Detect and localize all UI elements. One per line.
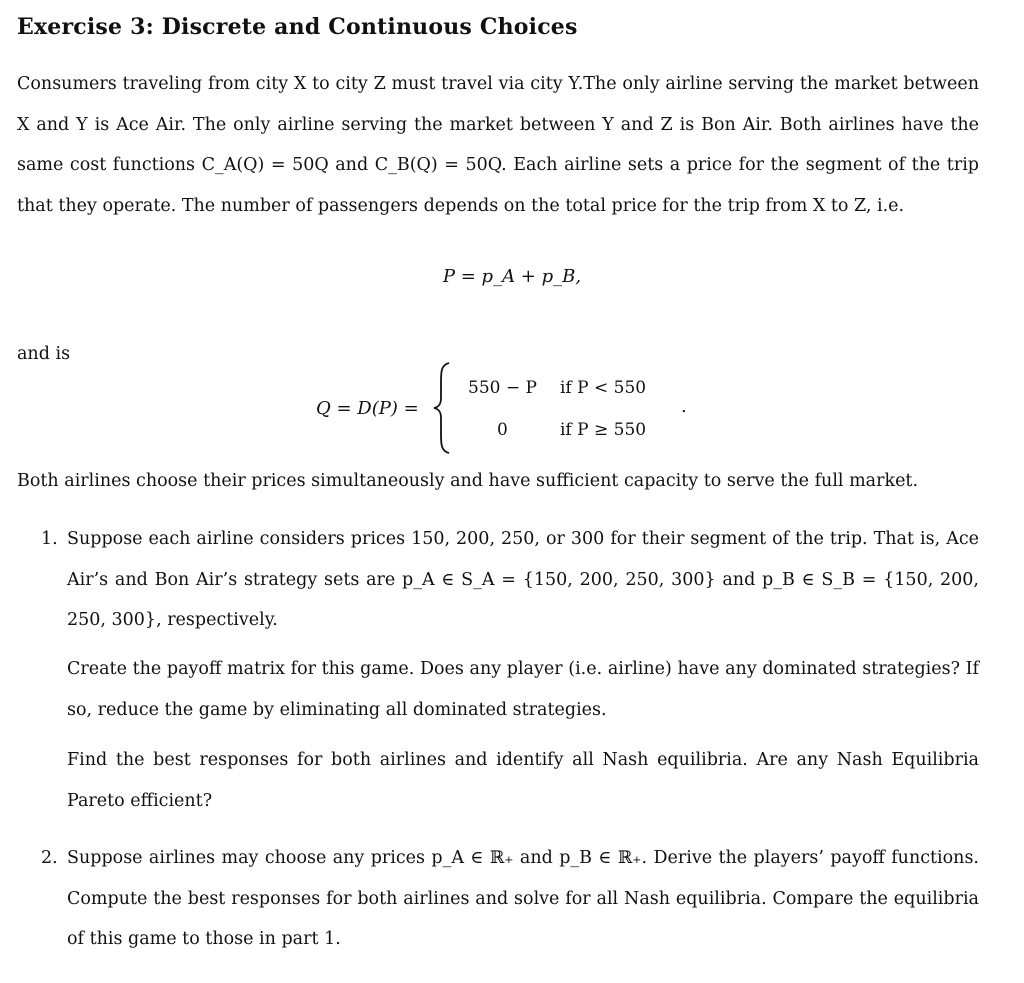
question-1-text: Suppose each airline considers prices 150, 200, 250, or 300 for their segment of the trip. That is, Ace Air’s and Bon Air’s strategy sets are p_A ∈ S_A = {150, 200, 250, 300} and p_B ∈ S_B = {150, 200, 250, 300}, respectively. [67,529,979,630]
and-is-text: and is [17,344,71,364]
demand-case1-value: 550 − P [468,378,537,398]
simultaneous-choice-text: Both airlines choose their prices simultaneously and have sufficient capacity to serve the full market. [17,471,919,491]
question-2-number: 2. [41,848,58,868]
question-1-part-b: Find the best responses for both airlines and identify all Nash equilibria. Are any Nash Equilibria Pareto efficient? [67,750,979,811]
demand-case2-value: 0 [497,420,508,440]
question-1-number: 1. [41,529,58,549]
question-1-part-a: Create the payoff matrix for this game. Does any player (i.e. airline) have any dominated strategies? If so, reduce the game by eliminating all dominated strategies. [67,659,979,720]
demand-end-mark: . [681,396,687,417]
price-equation: P = p_A + p_B, [442,266,582,287]
exercise-title: Exercise 3: Discrete and Continuous Choices [17,14,578,40]
demand-case2-condition: if P ≥ 550 [560,420,647,440]
demand-case1-condition: if P < 550 [560,378,647,398]
intro-paragraph: Consumers traveling from city X to city Z must travel via city Y.The only airline serving the market between X and Y is Ace Air. The only airline serving the market between Y and Z is Bon Air. Both airlines have the same cost functions C_A(Q) = 50Q and C_B(Q) = 50Q. Each airline sets a price for the segment of the trip that they operate. The number of passengers depends on the total price for the trip from X to Z, i.e. [17,74,979,216]
question-2-text: Suppose airlines may choose any prices p_A ∈ ℝ₊ and p_B ∈ ℝ₊. Derive the players’ payoff functions. Compute the best responses for both airlines and solve for all Nash equilibria. Compare the equilibria of this game to those in part 1. [67,848,979,949]
demand-lhs: Q = D(P) = [316,398,419,419]
left-brace-icon [432,362,452,454]
